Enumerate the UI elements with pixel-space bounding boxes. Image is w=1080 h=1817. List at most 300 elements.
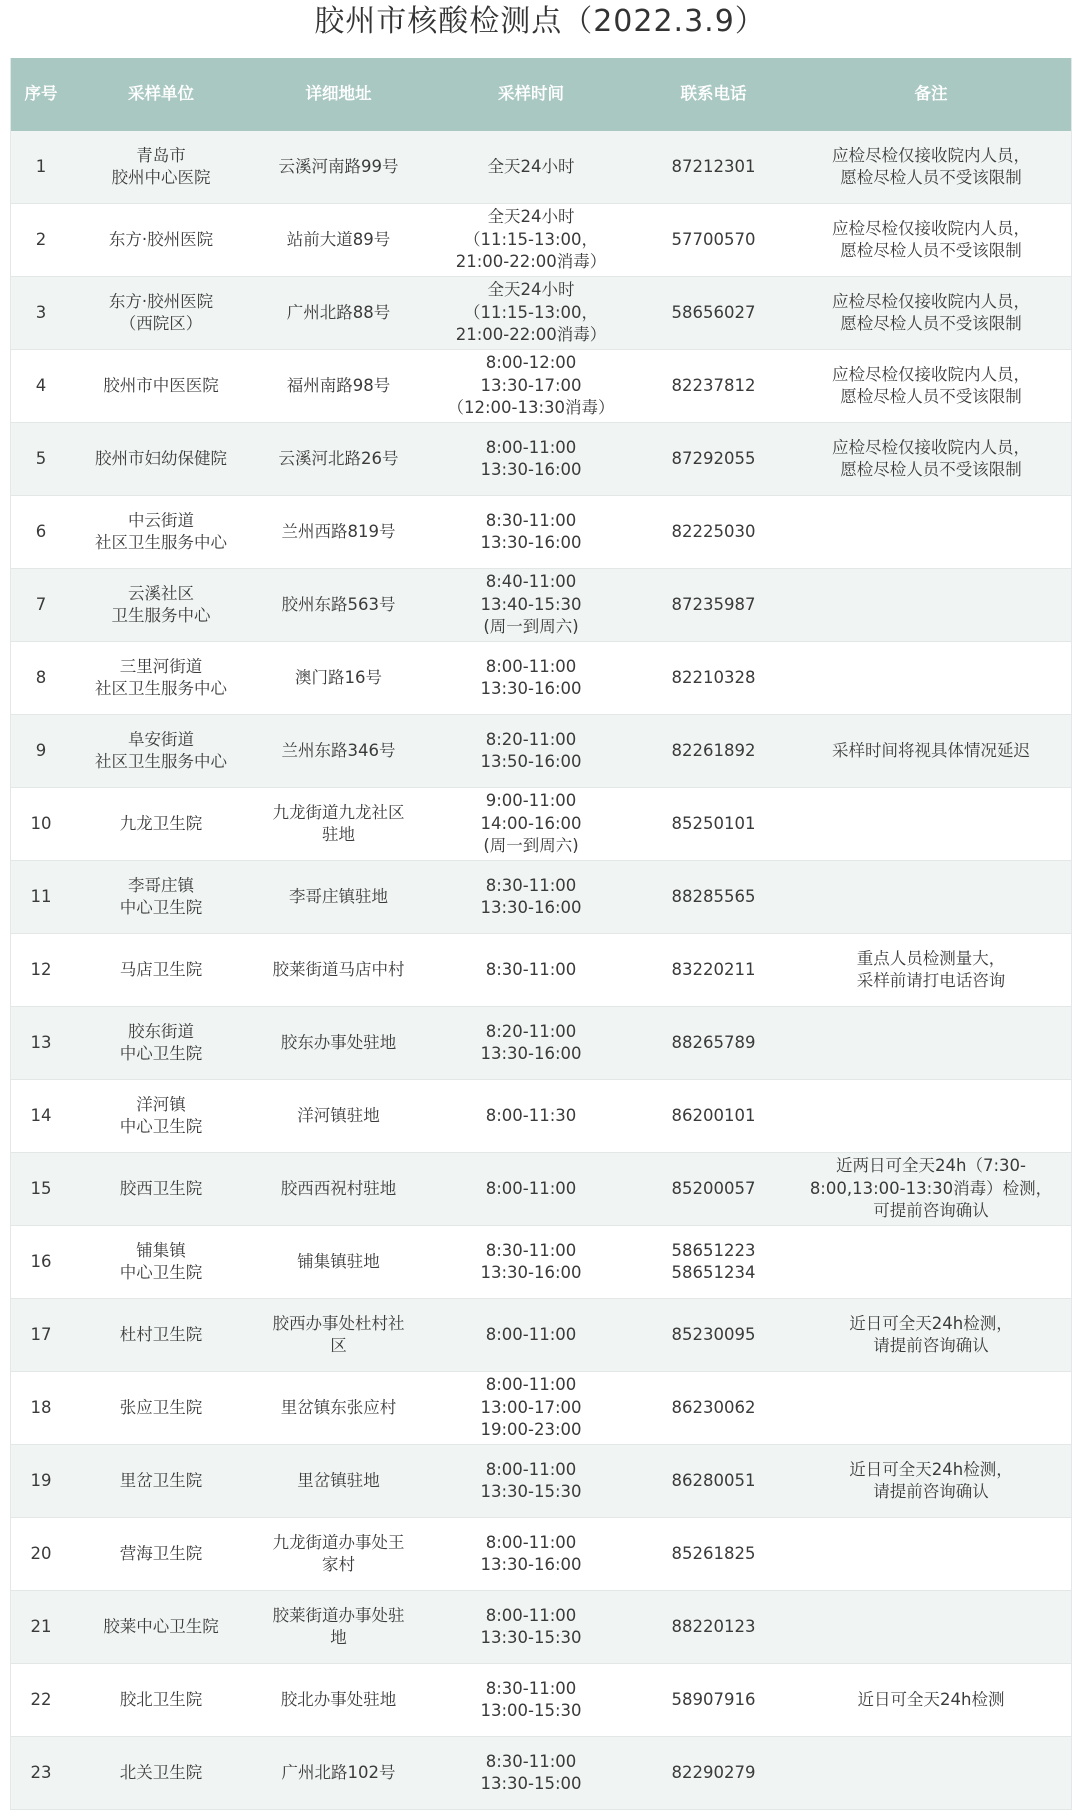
- cell-phone: [636, 934, 791, 1006]
- cell-line: 重点人员检测量大，: [856, 948, 1006, 968]
- cell-line: 13:00-15:30: [480, 1701, 582, 1720]
- cell-line: 中心卫生院: [119, 898, 203, 917]
- cell-line: (周一到周六): [483, 836, 579, 856]
- cell-line: 86200101: [671, 1105, 756, 1125]
- cell-line: 7: [35, 594, 47, 614]
- cell-line: 8: [35, 667, 47, 687]
- cell-line: （11:15-13:00，: [463, 229, 599, 249]
- cell-line: 13:30-15:30: [480, 1482, 582, 1501]
- cell-line: 8:00-11:00: [485, 656, 577, 676]
- table-row: [11, 788, 1071, 861]
- cell-line: 18: [30, 1397, 52, 1417]
- cell-line: 85200057: [671, 1178, 756, 1198]
- cell-unit: [71, 788, 251, 860]
- cell-line: 兰州西路819号: [281, 521, 396, 541]
- cell-line: 10: [30, 813, 52, 833]
- cell-time: [426, 715, 636, 787]
- cell-unit: [71, 1664, 251, 1736]
- cell-line: 愿检尽检人员不受该限制: [840, 387, 1022, 406]
- cell-line: 14:00-16:00: [480, 813, 582, 833]
- cell-phone: [636, 1591, 791, 1663]
- cell-note: [791, 788, 1071, 860]
- cell-line: 12: [30, 959, 52, 979]
- table-row: [11, 131, 1071, 204]
- cell-line: 李哥庄镇: [128, 875, 194, 895]
- cell-line: 16: [30, 1251, 52, 1271]
- cell-unit: [71, 1737, 251, 1809]
- cell-line: 胶州市妇幼保健院: [95, 448, 227, 468]
- cell-note: [791, 131, 1071, 203]
- cell-address: [251, 788, 426, 860]
- cell-address: [251, 934, 426, 1006]
- cell-phone: [636, 1080, 791, 1152]
- cell-index: [11, 131, 71, 203]
- cell-line: 8:00-11:00: [485, 1375, 577, 1395]
- cell-address: [251, 1080, 426, 1152]
- cell-line: 北关卫生院: [119, 1762, 203, 1782]
- cell-phone: [636, 569, 791, 641]
- cell-phone: [636, 131, 791, 203]
- cell-address: [251, 1445, 426, 1517]
- cell-line: 张应卫生院: [119, 1397, 203, 1417]
- cell-line: 云溪社区: [128, 583, 194, 603]
- table-row: [11, 277, 1071, 350]
- cell-unit: [71, 642, 251, 714]
- cell-line: 应检尽检仅接收院内人员，: [832, 364, 1030, 384]
- cell-line: 83220211: [671, 959, 756, 979]
- cell-note: [791, 1080, 1071, 1152]
- cell-address: [251, 423, 426, 495]
- cell-line: 应检尽检仅接收院内人员，: [832, 291, 1030, 311]
- cell-time: [426, 1664, 636, 1736]
- page-title: 胶州市核酸检测点（2022.3.9）: [314, 4, 766, 39]
- cell-address: [251, 1299, 426, 1371]
- cell-line: 1: [35, 156, 47, 176]
- cell-line: 58907916: [671, 1689, 756, 1709]
- cell-line: 13:30-16:00: [480, 898, 582, 917]
- cell-line: 近日可全天24h检测，: [849, 1313, 1013, 1333]
- cell-line: 驻地: [322, 825, 355, 844]
- cell-line: 19: [30, 1470, 52, 1490]
- cell-line: 采样时间将视具体情况延迟: [832, 740, 1030, 760]
- cell-line: 九龙卫生院: [119, 813, 203, 833]
- cell-line: 86280051: [671, 1470, 756, 1490]
- cell-unit: [71, 350, 251, 422]
- cell-line: 全天24小时: [487, 280, 575, 300]
- cell-line: 8:30-11:00: [485, 959, 577, 979]
- cell-unit: [71, 277, 251, 349]
- table-row: [11, 423, 1071, 496]
- cell-address: [251, 277, 426, 349]
- cell-index: [11, 1153, 71, 1225]
- cell-time: [426, 1445, 636, 1517]
- cell-time: [426, 1299, 636, 1371]
- cell-phone: [636, 423, 791, 495]
- cell-unit: [71, 204, 251, 276]
- cell-line: 8:00,13:00-13:30消毒）检测，: [809, 1178, 1053, 1198]
- cell-unit: [71, 1518, 251, 1590]
- cell-line: 中心卫生院: [119, 1044, 203, 1063]
- cell-line: 58651234: [671, 1263, 756, 1282]
- cell-line: 应检尽检仅接收院内人员，: [832, 218, 1030, 238]
- cell-phone: [636, 1372, 791, 1444]
- cell-line: 8:30-11:00: [485, 1240, 577, 1260]
- cell-index: [11, 788, 71, 860]
- cell-time: [426, 1518, 636, 1590]
- cell-note: [791, 1226, 1071, 1298]
- cell-index: [11, 1445, 71, 1517]
- cell-line: 8:00-11:00: [485, 1178, 577, 1198]
- cell-line: 中心卫生院: [119, 1263, 203, 1282]
- cell-line: 近日可全天24h检测，: [849, 1459, 1013, 1479]
- cell-line: 9:00-11:00: [485, 791, 577, 811]
- cell-line: 22: [30, 1689, 52, 1709]
- cell-line: 17: [30, 1324, 52, 1344]
- cell-index: [11, 277, 71, 349]
- cell-line: 可提前咨询确认: [873, 1201, 989, 1221]
- cell-unit: [71, 1080, 251, 1152]
- table-row: [11, 496, 1071, 569]
- cell-line: 85250101: [671, 813, 756, 833]
- cell-phone: [636, 788, 791, 860]
- cell-phone: [636, 642, 791, 714]
- cell-line: 82225030: [671, 521, 756, 541]
- cell-line: 胶东办事处驻地: [280, 1032, 397, 1052]
- cell-line: 8:20-11:00: [485, 1021, 577, 1041]
- cell-time: [426, 350, 636, 422]
- cell-line: 愿检尽检人员不受该限制: [840, 168, 1022, 187]
- cell-line: 胶州中心医院: [111, 168, 211, 187]
- cell-address: [251, 1664, 426, 1736]
- cell-time: [426, 1372, 636, 1444]
- table-body: [11, 131, 1071, 1810]
- cell-line: 胶西西祝村驻地: [280, 1178, 397, 1198]
- cell-phone: [636, 1153, 791, 1225]
- cell-unit: [71, 423, 251, 495]
- cell-line: 85261825: [671, 1543, 756, 1563]
- cell-time: [426, 1737, 636, 1809]
- cell-line: 2: [35, 229, 47, 249]
- cell-line: 阜安街道: [128, 729, 194, 749]
- cell-line: 13:50-16:00: [480, 752, 582, 771]
- table-header: [11, 58, 1071, 131]
- cell-line: 胶莱中心卫生院: [103, 1616, 219, 1636]
- cell-line: 青岛市: [136, 145, 186, 165]
- cell-index: [11, 1737, 71, 1809]
- cell-line: 里岔镇东张应村: [280, 1397, 397, 1417]
- cell-phone: [636, 1445, 791, 1517]
- cell-line: 9: [35, 740, 47, 760]
- cell-line: 14: [30, 1105, 52, 1125]
- cell-line: 采样前请打电话咨询: [856, 971, 1006, 990]
- cell-phone: [636, 1007, 791, 1079]
- table-row: [11, 934, 1071, 1007]
- cell-line: 8:40-11:00: [485, 572, 577, 592]
- cell-line: 58656027: [671, 302, 756, 322]
- cell-line: 21: [30, 1616, 52, 1636]
- cell-note: [791, 350, 1071, 422]
- header-time: 采样时间: [498, 84, 564, 104]
- cell-phone: [636, 277, 791, 349]
- cell-line: 8:00-12:00: [485, 353, 577, 373]
- cell-time: [426, 1153, 636, 1225]
- cell-line: 4: [35, 375, 47, 395]
- table-row: [11, 204, 1071, 277]
- cell-line: 云溪河南路99号: [278, 156, 399, 176]
- cell-time: [426, 204, 636, 276]
- cell-line: 广州北路88号: [286, 302, 391, 322]
- cell-line: 地: [330, 1628, 347, 1647]
- cell-line: 20: [30, 1543, 52, 1563]
- cell-address: [251, 861, 426, 933]
- cell-line: 社区卫生服务中心: [95, 533, 227, 552]
- cell-line: 3: [35, 302, 47, 322]
- cell-time: [426, 1226, 636, 1298]
- cell-line: 中心卫生院: [119, 1117, 203, 1136]
- cell-line: 58651223: [671, 1240, 756, 1260]
- cell-phone: [636, 1737, 791, 1809]
- cell-unit: [71, 569, 251, 641]
- cell-time: [426, 788, 636, 860]
- cell-unit: [71, 1226, 251, 1298]
- table-row: [11, 1299, 1071, 1372]
- cell-phone: [636, 1664, 791, 1736]
- cell-note: [791, 1737, 1071, 1809]
- cell-line: 近两日可全天24h（7:30-: [836, 1156, 1026, 1176]
- cell-line: 13: [30, 1032, 52, 1052]
- cell-note: [791, 1007, 1071, 1079]
- cell-unit: [71, 1445, 251, 1517]
- cell-line: 营海卫生院: [119, 1543, 203, 1563]
- cell-line: 九龙街道九龙社区: [272, 802, 405, 822]
- cell-unit: [71, 1591, 251, 1663]
- cell-address: [251, 715, 426, 787]
- cell-line: 8:00-11:00: [485, 1459, 577, 1479]
- cell-index: [11, 715, 71, 787]
- cell-line: 13:30-17:00: [480, 375, 582, 395]
- cell-line: 洋河镇驻地: [297, 1105, 380, 1125]
- cell-line: 胶莱街道办事处驻: [272, 1605, 405, 1625]
- cell-line: （西院区）: [119, 314, 203, 333]
- cell-line: 铺集镇: [136, 1240, 186, 1260]
- cell-unit: [71, 861, 251, 933]
- cell-line: 站前大道89号: [286, 229, 391, 249]
- cell-note: [791, 277, 1071, 349]
- cell-unit: [71, 1372, 251, 1444]
- cell-index: [11, 423, 71, 495]
- cell-index: [11, 642, 71, 714]
- cell-unit: [71, 1007, 251, 1079]
- cell-note: [791, 1518, 1071, 1590]
- cell-line: 6: [35, 521, 47, 541]
- table-row: [11, 1518, 1071, 1591]
- table-row: [11, 861, 1071, 934]
- cell-address: [251, 1226, 426, 1298]
- cell-line: 13:30-16:00: [480, 1044, 582, 1063]
- cell-line: (周一到周六): [483, 617, 579, 637]
- cell-line: 23: [30, 1762, 52, 1782]
- cell-note: [791, 861, 1071, 933]
- cell-phone: [636, 861, 791, 933]
- table-row: [11, 1007, 1071, 1080]
- cell-index: [11, 1226, 71, 1298]
- cell-time: [426, 1591, 636, 1663]
- cell-line: 13:30-16:00: [480, 1263, 582, 1282]
- cell-address: [251, 496, 426, 568]
- cell-phone: [636, 715, 791, 787]
- cell-unit: [71, 715, 251, 787]
- cell-index: [11, 350, 71, 422]
- header-phone: 联系电话: [680, 84, 747, 104]
- cell-unit: [71, 934, 251, 1006]
- cell-address: [251, 1153, 426, 1225]
- cell-note: [791, 1591, 1071, 1663]
- cell-index: [11, 1518, 71, 1590]
- cell-line: 胶西卫生院: [119, 1178, 203, 1198]
- cell-line: 澳门路16号: [295, 667, 382, 687]
- cell-line: 15: [30, 1178, 52, 1198]
- cell-line: 云溪河北路26号: [278, 448, 399, 468]
- cell-phone: [636, 350, 791, 422]
- cell-line: 82261892: [671, 740, 756, 760]
- testing-sites-table: [10, 58, 1072, 1810]
- cell-unit: [71, 1153, 251, 1225]
- cell-address: [251, 1737, 426, 1809]
- cell-line: 东方·胶州医院: [108, 229, 214, 249]
- cell-time: [426, 1007, 636, 1079]
- table-row: [11, 1080, 1071, 1153]
- cell-line: 里岔镇驻地: [297, 1470, 380, 1490]
- cell-note: [791, 642, 1071, 714]
- cell-line: 87292055: [671, 448, 756, 468]
- cell-note: [791, 423, 1071, 495]
- cell-line: 广州北路102号: [281, 1762, 396, 1782]
- table-row: [11, 569, 1071, 642]
- table-row: [11, 1372, 1071, 1445]
- cell-time: [426, 277, 636, 349]
- cell-line: 21:00-22:00消毒）: [455, 325, 607, 345]
- cell-time: [426, 569, 636, 641]
- table-row: [11, 1664, 1071, 1737]
- cell-line: 86230062: [671, 1397, 756, 1417]
- cell-line: 三里河街道: [119, 656, 203, 676]
- cell-line: 东方·胶州医院: [108, 291, 214, 311]
- cell-line: 13:40-15:30: [480, 594, 582, 614]
- cell-note: [791, 934, 1071, 1006]
- cell-line: 8:30-11:00: [485, 875, 577, 895]
- cell-index: [11, 1664, 71, 1736]
- cell-line: 愿检尽检人员不受该限制: [840, 460, 1022, 479]
- cell-unit: [71, 496, 251, 568]
- cell-line: 13:30-16:00: [480, 460, 582, 479]
- cell-line: 兰州东路346号: [281, 740, 396, 760]
- cell-line: 82290279: [671, 1762, 756, 1782]
- cell-time: [426, 642, 636, 714]
- cell-line: 8:20-11:00: [485, 729, 577, 749]
- cell-line: 8:00-11:00: [485, 1532, 577, 1552]
- header-unit: 采样单位: [128, 84, 194, 104]
- cell-line: 九龙街道办事处王: [272, 1532, 405, 1552]
- cell-line: 87212301: [671, 156, 756, 176]
- cell-line: 卫生服务中心: [111, 606, 211, 625]
- cell-line: 全天24小时: [487, 156, 575, 176]
- cell-index: [11, 1591, 71, 1663]
- cell-note: [791, 1445, 1071, 1517]
- cell-note: [791, 715, 1071, 787]
- cell-note: [791, 1153, 1071, 1225]
- cell-line: 胶州东路563号: [281, 594, 396, 614]
- cell-phone: [636, 204, 791, 276]
- cell-line: 88220123: [671, 1616, 756, 1636]
- cell-address: [251, 1518, 426, 1590]
- cell-line: 胶西办事处杜村社: [272, 1313, 405, 1333]
- cell-line: 13:30-15:00: [480, 1774, 582, 1793]
- cell-line: 社区卫生服务中心: [95, 752, 227, 771]
- table-row: [11, 350, 1071, 423]
- cell-line: 88285565: [671, 886, 756, 906]
- cell-phone: [636, 1299, 791, 1371]
- cell-line: 胶州市中医医院: [103, 375, 219, 395]
- cell-address: [251, 350, 426, 422]
- cell-line: 8:00-11:30: [485, 1105, 577, 1125]
- cell-time: [426, 1080, 636, 1152]
- cell-line: 82237812: [671, 375, 756, 395]
- table-row: [11, 1445, 1071, 1518]
- cell-line: 中云街道: [128, 510, 194, 530]
- cell-index: [11, 569, 71, 641]
- cell-line: 区: [330, 1336, 347, 1355]
- table-row: [11, 715, 1071, 788]
- cell-line: 马店卫生院: [119, 959, 203, 979]
- cell-address: [251, 204, 426, 276]
- cell-note: [791, 496, 1071, 568]
- cell-line: 8:00-11:00: [485, 437, 577, 457]
- cell-line: 胶北卫生院: [119, 1689, 203, 1709]
- cell-phone: [636, 1226, 791, 1298]
- cell-index: [11, 1372, 71, 1444]
- cell-line: 57700570: [671, 229, 756, 249]
- cell-line: 铺集镇驻地: [297, 1251, 380, 1271]
- cell-line: 8:30-11:00: [485, 1751, 577, 1771]
- cell-line: 13:30-16:00: [480, 679, 582, 698]
- cell-line: 福州南路98号: [286, 375, 391, 395]
- cell-time: [426, 861, 636, 933]
- cell-line: 87235987: [671, 594, 756, 614]
- cell-time: [426, 423, 636, 495]
- cell-line: 愿检尽检人员不受该限制: [840, 314, 1022, 333]
- header-note: 备注: [914, 84, 948, 104]
- cell-note: [791, 569, 1071, 641]
- header-address: 详细地址: [305, 84, 372, 104]
- cell-line: 请提前咨询确认: [873, 1482, 989, 1501]
- cell-line: 21:00-22:00消毒）: [455, 252, 607, 272]
- cell-phone: [636, 496, 791, 568]
- table-row: [11, 1226, 1071, 1299]
- cell-line: 5: [35, 448, 47, 468]
- cell-line: 8:00-11:00: [485, 1605, 577, 1625]
- cell-unit: [71, 131, 251, 203]
- cell-note: [791, 204, 1071, 276]
- cell-line: 13:30-16:00: [480, 533, 582, 552]
- header-index: 序号: [24, 84, 58, 104]
- cell-time: [426, 934, 636, 1006]
- cell-address: [251, 642, 426, 714]
- cell-line: 应检尽检仅接收院内人员，: [832, 145, 1030, 165]
- cell-line: 88265789: [671, 1032, 756, 1052]
- cell-line: 杜村卫生院: [119, 1324, 203, 1344]
- cell-address: [251, 1007, 426, 1079]
- cell-line: 胶莱街道马店中村: [272, 959, 405, 979]
